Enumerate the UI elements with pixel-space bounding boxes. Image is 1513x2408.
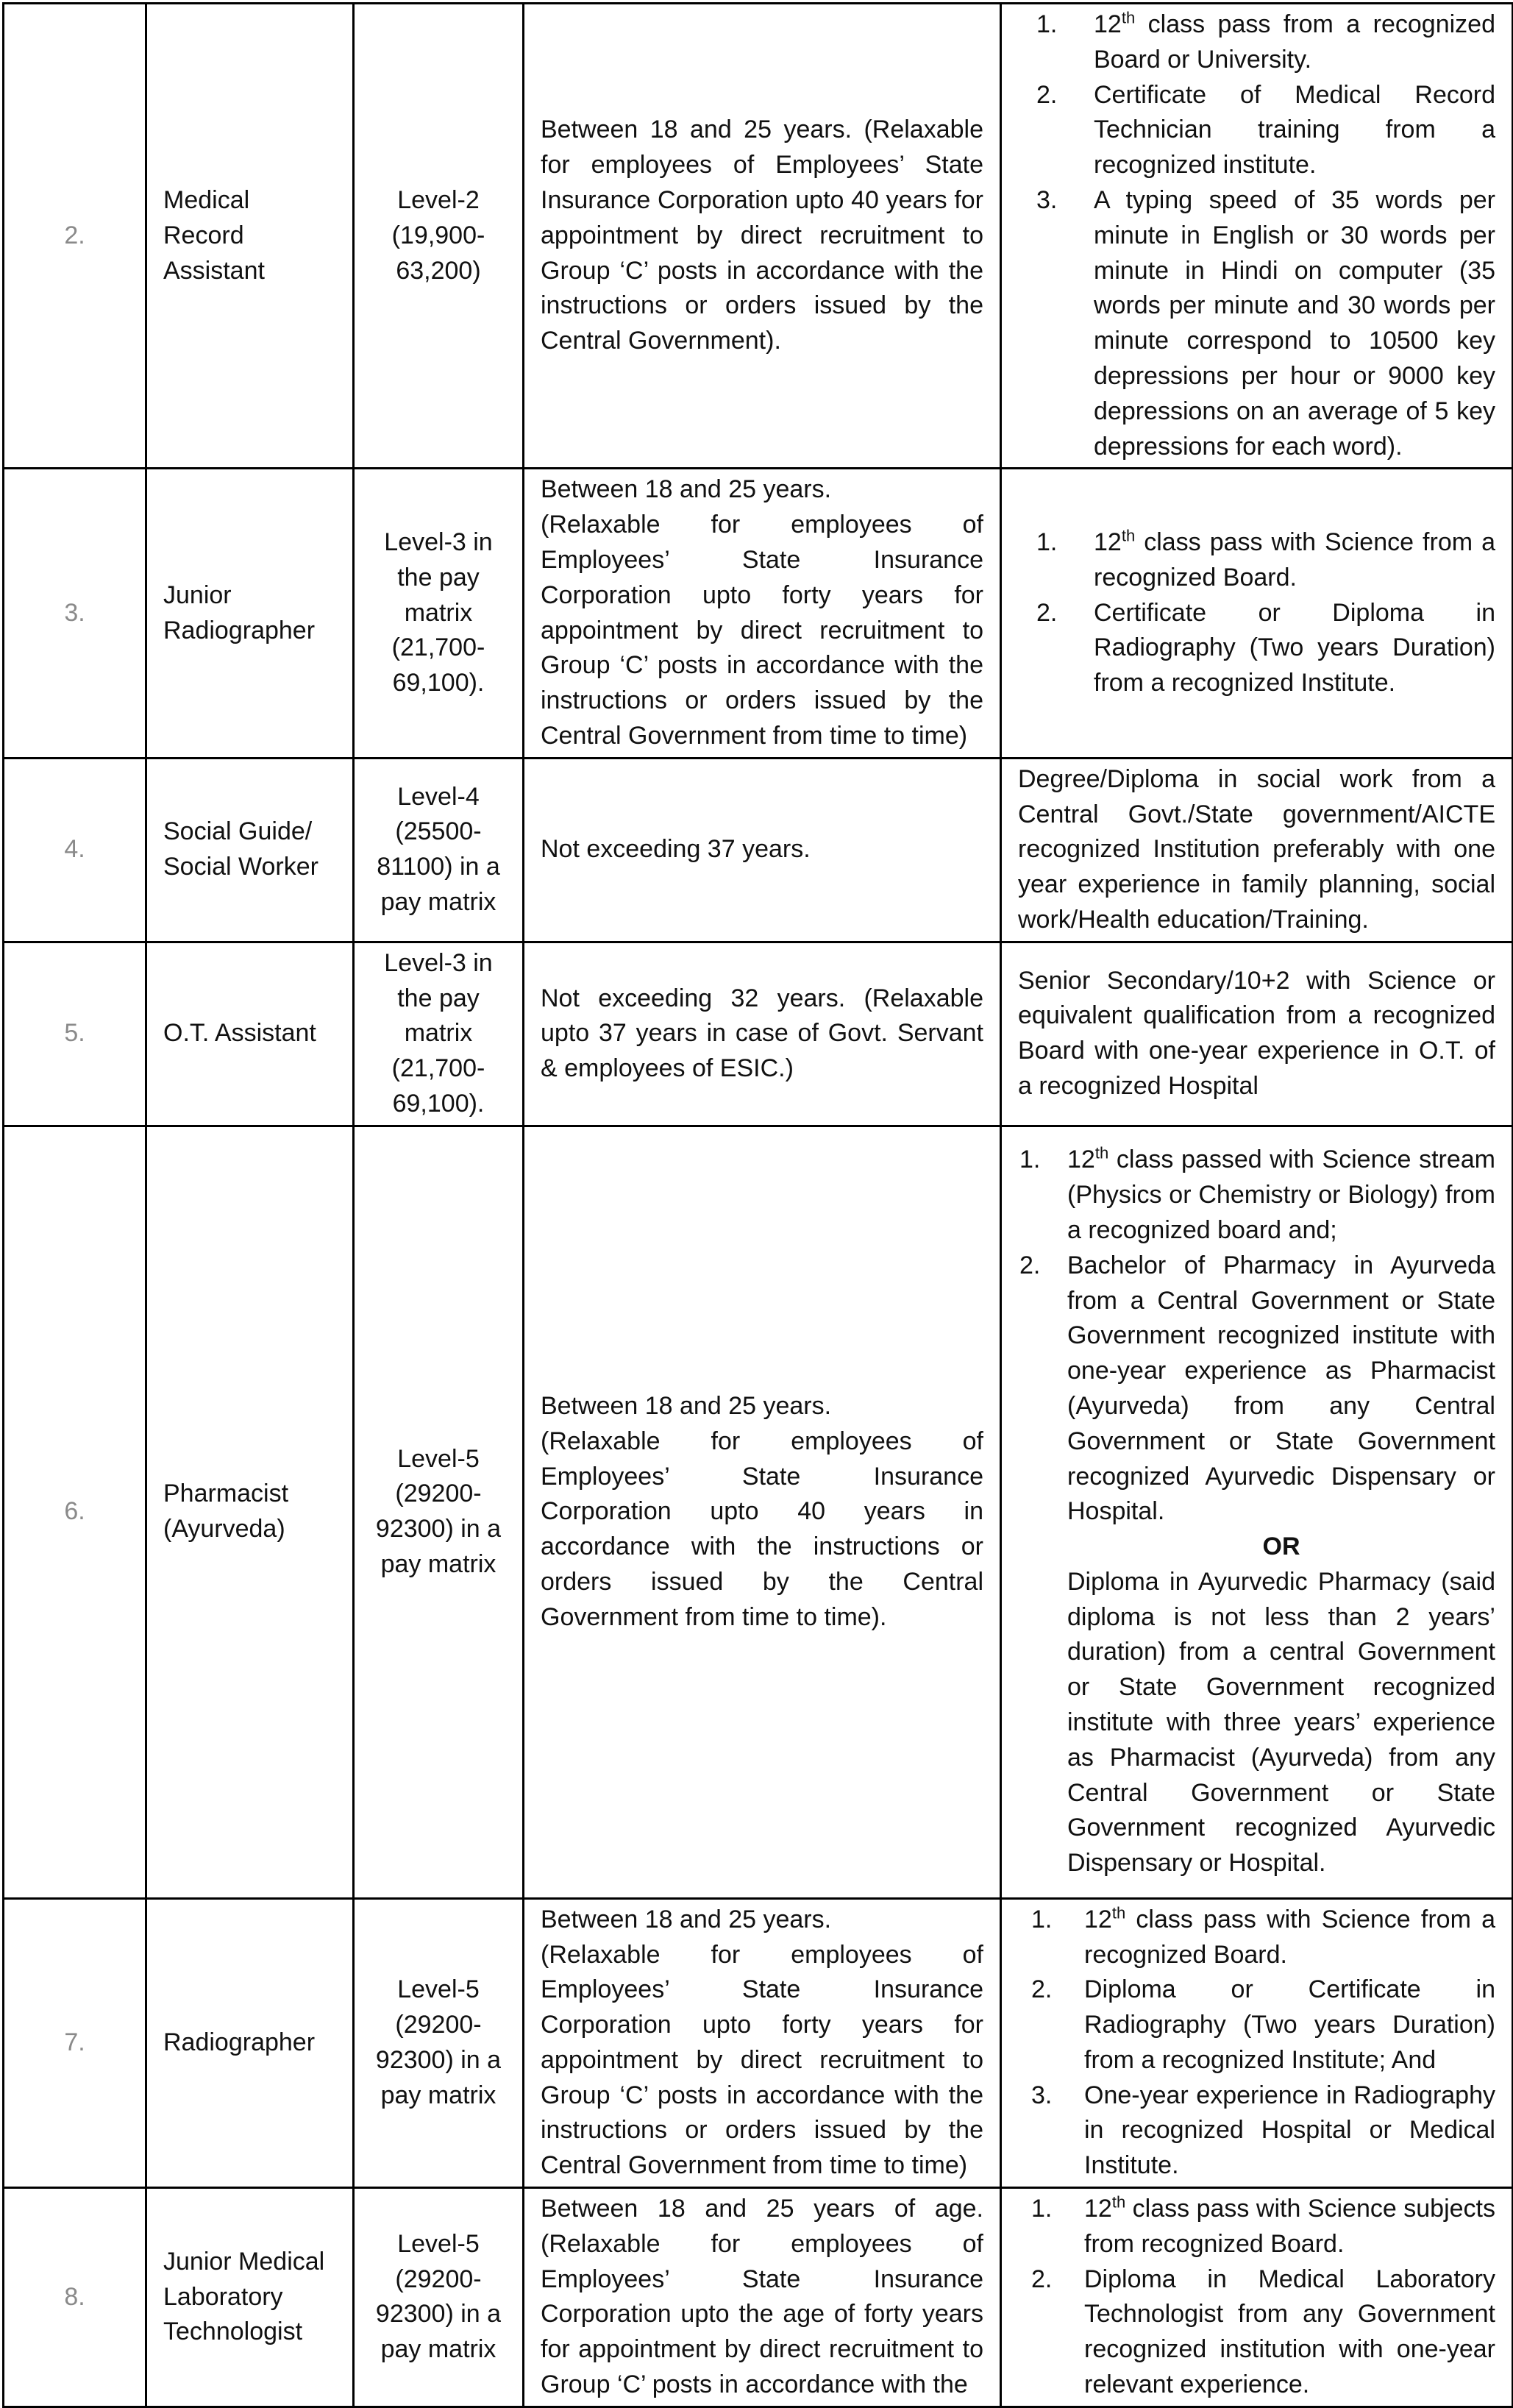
educational-qualification — [1001, 4, 1513, 469]
qualification-item: 2. Certificate of Medical Record Technician training from a recognized institute. — [1036, 80, 1495, 180]
recruitment-table — [2, 2, 1513, 2408]
qualification-alternative: Diploma in Ayurvedic Pharmacy (said diploma is not less than 2 years’ duration) from a central Government or State Government recognized institute with three years’ experience as Pharmacist (Ayurveda) from any Central Government or State Government recognized Ayurvedic Dispensary or Hospital. — [1067, 1567, 1495, 1878]
or-separator: OR — [1262, 1532, 1300, 1561]
educational-qualification: Senior Secondary/10+2 with Science or equivalent qualification from a recognized Board with one-year experience in O.T. of a recognized Hospital — [1001, 942, 1513, 1126]
age-limit: Between 18 and 25 years. (Relaxable for employees of Employees’ State Insurance Corporation upto forty years for appointment by direct recruitment to Group ‘C’ posts in accordance with the instructions or orders issued by the Central Government from time to time) — [524, 1898, 1001, 2187]
educational-qualification: Degree/Diploma in social work from a Central Govt./State government/AICTE recognized Institution preferably with one year experience in family planning, social work/Health education/Training. — [1001, 758, 1513, 942]
age-limit: Not exceeding 32 years. (Relaxable upto 37 years in case of Govt. Servant & employees of ESIC.) — [524, 942, 1001, 1126]
pay-level: Level-2 (19,900- 63,200) — [354, 4, 524, 469]
age-limit: Between 18 and 25 years. (Relaxable for employees of Employees’ State Insurance Corporation upto forty years for appointment by direct recruitment to Group ‘C’ posts in accordance with the instructions or orders issued by the Central Government from time to time) — [524, 469, 1001, 758]
educational-qualification — [1001, 469, 1513, 758]
pay-level: Level-5 (29200- 92300) in a pay matrix — [354, 2188, 524, 2407]
age-limit: Between 18 and 25 years. (Relaxable for employees of Employees’ State Insurance Corporation upto 40 years in accordance with the instructions or orders issued by the Central Government from time to time). — [524, 1126, 1001, 1898]
table-row — [4, 1898, 1513, 2187]
pay-level: Level-5 (29200- 92300) in a pay matrix — [354, 1126, 524, 1898]
age-limit: Between 18 and 25 years of age. (Relaxable for employees of Employees’ State Insurance Corporation upto the age of forty years for appointment by direct recruitment to Group ‘C’ posts in accordance with the — [524, 2188, 1001, 2407]
pay-level: Level-3 in the pay matrix (21,700- 69,100). — [354, 469, 524, 758]
serial-number: 3. — [4, 469, 146, 758]
age-limit: Not exceeding 37 years. — [524, 758, 1001, 942]
post-name: Medical Record Assistant — [146, 4, 354, 469]
age-limit: Between 18 and 25 years. (Relaxable for employees of Employees’ State Insurance Corporation upto 40 years for appointment by direct recruitment to Group ‘C’ posts in accordance with the instructions or orders issued by the Central Government). — [524, 4, 1001, 469]
educational-qualification — [1001, 2188, 1513, 2407]
educational-qualification — [1001, 1126, 1513, 1898]
table-row — [4, 4, 1513, 469]
serial-number: 5. — [4, 942, 146, 1126]
pay-level: Level-4 (25500- 81100) in a pay matrix — [354, 758, 524, 942]
table-row — [4, 2188, 1513, 2407]
qualification-item: 1. 12th class pass from a recognized Board or University. — [1036, 8, 1495, 74]
table-row — [4, 469, 1513, 758]
post-name: Pharmacist (Ayurveda) — [146, 1126, 354, 1898]
educational-qualification — [1001, 1898, 1513, 2187]
post-name: Junior Medical Laboratory Technologist — [146, 2188, 354, 2407]
serial-number: 2. — [4, 4, 146, 469]
post-name: Junior Radiographer — [146, 469, 354, 758]
table-row — [4, 758, 1513, 942]
qualification-item: 1. 12th class passed with Science stream (Physics or Chemistry or Biology) from a recognized board and; — [1019, 1144, 1495, 1244]
table-row — [4, 942, 1513, 1126]
post-name: Radiographer — [146, 1898, 354, 2187]
serial-number: 7. — [4, 1898, 146, 2187]
qualification-item: 2. Certificate or Diploma in Radiography (Two years Duration) from a recognized Institute. — [1036, 598, 1495, 697]
serial-number: 4. — [4, 758, 146, 942]
qualification-item: 1. 12th class pass with Science from a recognized Board. — [1036, 526, 1495, 592]
post-name: O.T. Assistant — [146, 942, 354, 1126]
pay-level: Level-5 (29200- 92300) in a pay matrix — [354, 1898, 524, 2187]
qualification-item: 2. Diploma or Certificate in Radiography (Two years Duration) from a recognized Institute; And — [1031, 1975, 1495, 2074]
serial-number: 6. — [4, 1126, 146, 1898]
table-row — [4, 1126, 1513, 1898]
qualification-item: 1. 12th class pass with Science from a recognized Board. — [1031, 1903, 1495, 1969]
qualification-item: 3. A typing speed of 35 words per minute in English or 30 words per minute in Hindi on computer (35 words per minute and 30 words per minute correspond to 10500 key depressions per hour or 9000 key depressions on an average of 5 key depressions for each word). — [1036, 185, 1495, 461]
serial-number: 8. — [4, 2188, 146, 2407]
qualification-item: 2. Bachelor of Pharmacy in Ayurveda from a Central Government or State Government recognized institute with one-year experience as Pharmacist (Ayurveda) from any Central Government or State Government recognized Ayurvedic Dispensary or Hospital. — [1019, 1251, 1495, 1526]
qualification-item: 2. Diploma in Medical Laboratory Technologist from any Government recognized institution with one-year relevant experience. — [1031, 2265, 1495, 2399]
qualification-item: 3. One-year experience in Radiography in recognized Hospital or Medical Institute. — [1031, 2081, 1495, 2180]
pay-level: Level-3 in the pay matrix (21,700- 69,100). — [354, 942, 524, 1126]
post-name: Social Guide/ Social Worker — [146, 758, 354, 942]
qualification-item: 1. 12th class pass with Science subjects from recognized Board. — [1031, 2192, 1495, 2258]
